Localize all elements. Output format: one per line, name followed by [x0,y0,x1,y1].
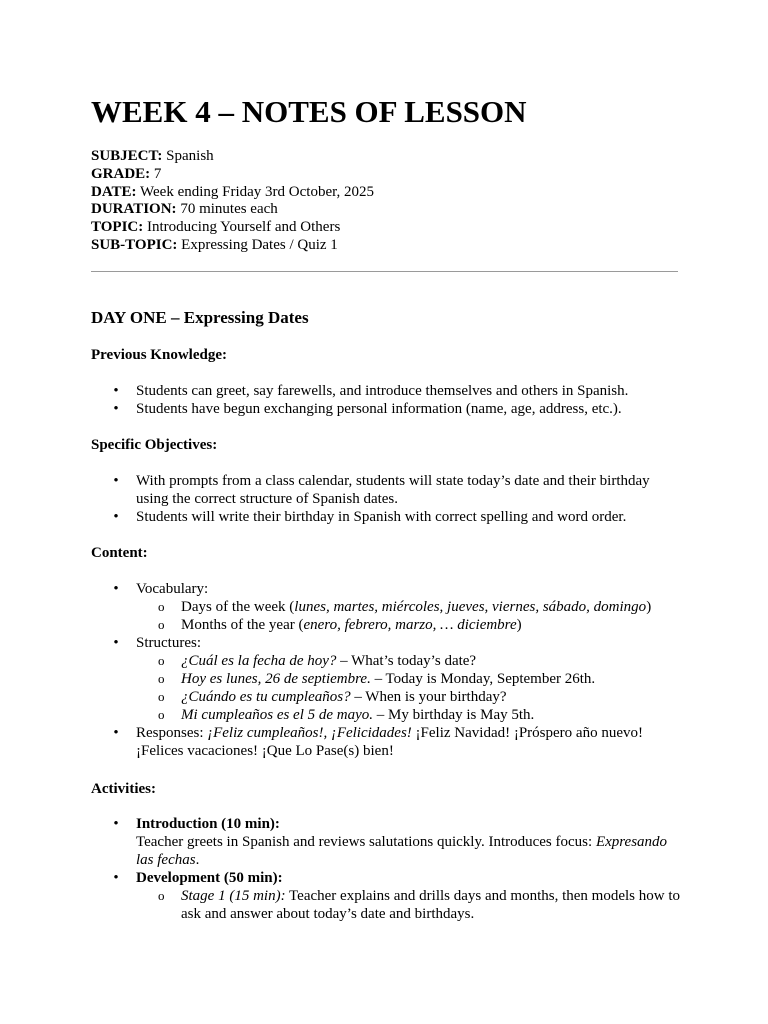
meta-label: SUB-TOPIC: [91,236,178,253]
meta-label: GRADE: [91,165,151,182]
bullet-icon: • [113,383,119,399]
meta-value: 70 minutes each [180,201,278,218]
circle-bullet-icon: o [158,671,165,686]
sub-list-item [136,598,681,616]
specific-objectives-heading: Specific Objectives: [91,437,218,453]
meta-value: Week ending Friday 3rd October, 2025 [140,183,375,200]
bullet-icon: • [113,401,119,417]
bullet-icon: • [113,870,119,886]
text-segment: Teacher greets in Spanish and reviews salutations quickly. Introduces focus: [136,834,596,850]
circle-bullet-icon: o [158,599,165,614]
list-item-development [91,869,681,923]
content-list [91,580,681,760]
circle-bullet-icon: o [158,653,165,668]
lesson-meta [91,147,681,254]
content-heading: Content: [91,545,148,561]
previous-knowledge-heading: Previous Knowledge: [91,347,227,363]
sub-list-item [136,652,681,670]
list-item [91,382,681,400]
italic-text: Hoy es lunes, 26 de septiembre. [181,671,371,687]
bullet-icon: • [113,816,119,832]
meta-value: Spanish [166,148,214,164]
meta-duration [91,200,681,218]
specific-objectives-list [91,472,681,526]
list-item-responses [91,724,681,760]
italic-text: ¿Cuándo es tu cumpleaños? [181,689,351,705]
bullet-icon: • [113,635,119,651]
text-segment: Months of the year ( [181,617,304,633]
italic-text: enero, febrero, marzo, … diciembre [303,617,517,633]
sub-list-item [136,670,681,688]
circle-bullet-icon: o [158,707,165,722]
list-item [91,472,681,508]
text-segment: Teacher explains and drills days and months, then models how to ask and answer about today’s date and birthdays. [181,888,680,922]
sub-list-item [136,706,681,724]
activities-heading: Activities: [91,781,156,797]
bullet-icon: • [113,509,119,525]
meta-subject [91,147,681,165]
introduction-label: Introduction (10 min): [136,816,280,832]
list-item-text: Students will write their birthday in Spanish with correct spelling and word order. [136,509,627,525]
meta-label: TOPIC: [91,219,144,236]
circle-bullet-icon: o [158,617,165,632]
meta-subtopic [91,236,681,254]
page-title: WEEK 4 – NOTES OF LESSON [91,94,527,129]
circle-bullet-icon: o [158,888,165,903]
italic-text: ¡Feliz cumpleaños!, ¡Felicidades! [207,725,412,741]
list-item-text: Students have begun exchanging personal information (name, age, address, etc.). [136,401,622,417]
list-item-text: With prompts from a class calendar, students will state today’s date and their birthday using the correct structure of Spanish dates. [136,473,650,507]
sub-list-item [136,887,681,923]
meta-label: DURATION: [91,201,177,218]
bullet-icon: • [113,473,119,489]
development-label: Development (50 min): [136,870,283,886]
text-segment: ) [516,617,522,633]
list-item-structures [91,634,681,724]
meta-value: Introducing Yourself and Others [146,219,341,236]
text-segment: . [195,852,200,868]
text-segment: – My birthday is May 5th. [373,707,535,723]
meta-grade [91,165,681,183]
vocabulary-sublist [136,598,681,634]
text-segment: – Today is Monday, September 26th. [370,671,596,687]
horizontal-divider [91,271,678,272]
development-sublist [136,887,681,923]
meta-date [91,183,681,201]
circle-bullet-icon: o [158,689,165,704]
bullet-icon: • [113,581,119,597]
text-segment: – When is your birthday? [350,689,507,705]
sub-list-item [136,616,681,634]
text-segment: – What’s today’s date? [336,653,477,669]
list-item [91,400,681,418]
italic-text: Stage 1 (15 min): [181,888,286,904]
text-segment: ¡Feliz Navidad! ¡Próspero año nuevo! ¡Felices vacaciones! ¡Que Lo Pase(s) bien! [136,725,643,759]
activities-list [91,815,681,923]
text-segment: Responses: [136,725,208,741]
meta-value: 7 [153,165,162,182]
italic-text: Expresando las fechas [136,834,668,868]
meta-topic [91,218,681,236]
structures-label: Structures: [136,635,201,651]
bullet-icon: • [113,725,119,741]
list-item-vocabulary [91,580,681,634]
text-segment: ) [646,599,652,615]
text-segment: Days of the week ( [181,599,295,615]
list-item-introduction [91,815,681,869]
list-item-text: Students can greet, say farewells, and introduce themselves and others in Spanish. [136,383,629,399]
italic-text: Mi cumpleaños es el 5 de mayo. [181,707,374,723]
vocabulary-label: Vocabulary: [136,581,209,597]
meta-label: SUBJECT: [91,148,163,164]
sub-list-item [136,688,681,706]
list-item [91,508,681,526]
meta-label: DATE: [91,183,137,200]
previous-knowledge-list [91,382,681,418]
meta-value: Expressing Dates / Quiz 1 [181,236,338,253]
day-one-heading: DAY ONE – Expressing Dates [91,308,309,327]
italic-text: ¿Cuál es la fecha de hoy? [181,653,337,669]
italic-text: lunes, martes, miércoles, jueves, viernes, sábado, domingo [294,599,647,615]
structures-sublist [136,652,681,724]
